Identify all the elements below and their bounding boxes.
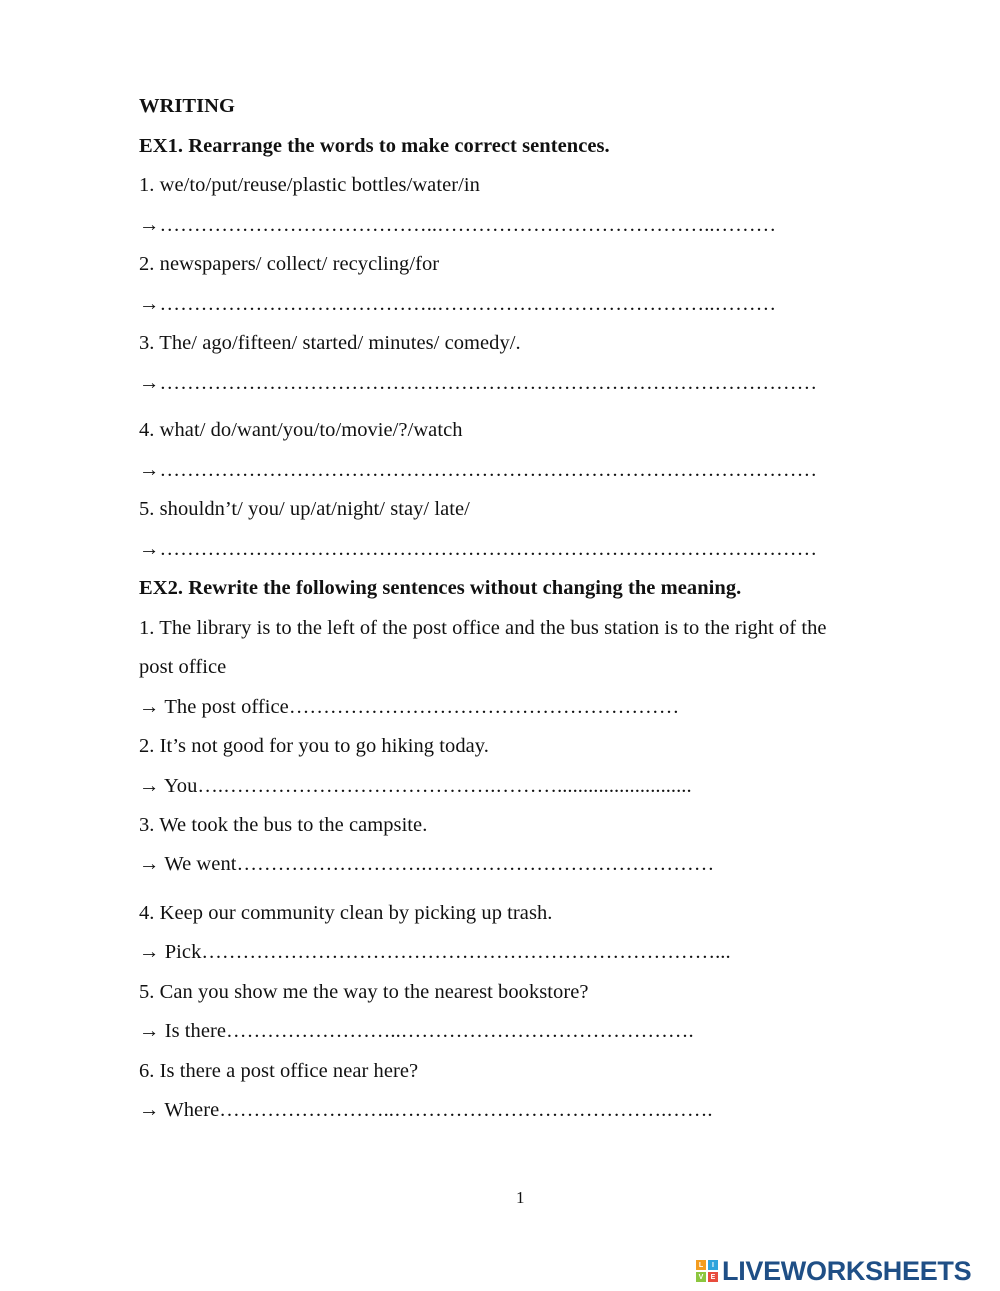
logo-tile-i: I <box>708 1260 718 1270</box>
ex2-item-2-prompt: 2. It’s not good for you to go hiking today. <box>139 735 489 757</box>
ex1-title <box>139 134 610 158</box>
ex2-item-1-answer-blank[interactable]: → The post office………………………………………………… <box>139 696 680 718</box>
ex1-instruction: . Rearrange the words to make correct sentences. <box>177 135 610 157</box>
ex1-item-4-prompt: 4. what/ do/want/you/to/movie/?/watch <box>139 419 463 441</box>
ex2-item-5-answer-blank[interactable]: → Is there……………………..……………………………………. <box>139 1020 694 1042</box>
page-number: 1 <box>516 1188 525 1207</box>
ex2-item-4-answer-blank[interactable]: → Pick…………………………………………………………………... <box>139 941 731 963</box>
ex2-item-3-answer-blank[interactable]: → We went……………………….…………………………………… <box>139 853 715 875</box>
ex1-item-1-prompt: 1. we/to/put/reuse/plastic bottles/water/in <box>139 174 480 196</box>
ex2-item-4-prompt: 4. Keep our community clean by picking up trash. <box>139 902 553 924</box>
ex2-item-3-prompt: 3. We took the bus to the campsite. <box>139 814 428 836</box>
ex1-item-1-answer-blank[interactable]: →…………………………………..…………………………………..……… <box>139 214 777 236</box>
logo-tile-v: V <box>696 1272 706 1282</box>
logo-grid-icon <box>696 1260 718 1282</box>
ex2-item-6-prompt: 6. Is there a post office near here? <box>139 1060 419 1082</box>
ex1-label: EX1 <box>139 135 178 157</box>
ex1-item-5-prompt: 5. shouldn’t/ you/ up/at/night/ stay/ late/ <box>139 498 470 520</box>
logo-text: LIVEWORKSHEETS <box>722 1255 972 1286</box>
ex2-item-5-prompt: 5. Can you show me the way to the nearest bookstore? <box>139 981 589 1003</box>
ex2-item-6-answer-blank[interactable]: → Where……………………..………………………………….……. <box>139 1099 713 1121</box>
ex1-item-4-answer-blank[interactable]: →…………………………………………………………………………………… <box>139 459 818 481</box>
ex1-item-3-answer-blank[interactable]: →…………………………………………………………………………………… <box>139 372 818 394</box>
page-heading: WRITING <box>139 95 236 117</box>
logo-tile-e: E <box>708 1272 718 1282</box>
ex2-item-1-prompt-cont: post office <box>139 656 227 678</box>
ex1-item-2-prompt: 2. newspapers/ collect/ recycling/for <box>139 253 440 275</box>
ex2-title: EX2. Rewrite the following sentences without changing the meaning. <box>139 577 742 599</box>
ex1-item-3-prompt: 3. The/ ago/fifteen/ started/ minutes/ comedy/. <box>139 332 521 354</box>
ex1-item-5-answer-blank[interactable]: →…………………………………………………………………………………… <box>139 538 818 560</box>
logo-tile-l: L <box>696 1260 706 1270</box>
ex2-item-1-prompt: 1. The library is to the left of the post office and the bus station is to the right of the <box>139 617 827 639</box>
ex2-item-2-answer-blank[interactable]: → You….………………………………….……….......................... <box>139 775 692 797</box>
ex1-item-2-answer-blank[interactable]: →…………………………………..…………………………………..……… <box>139 293 777 315</box>
liveworksheets-logo <box>696 1256 971 1286</box>
